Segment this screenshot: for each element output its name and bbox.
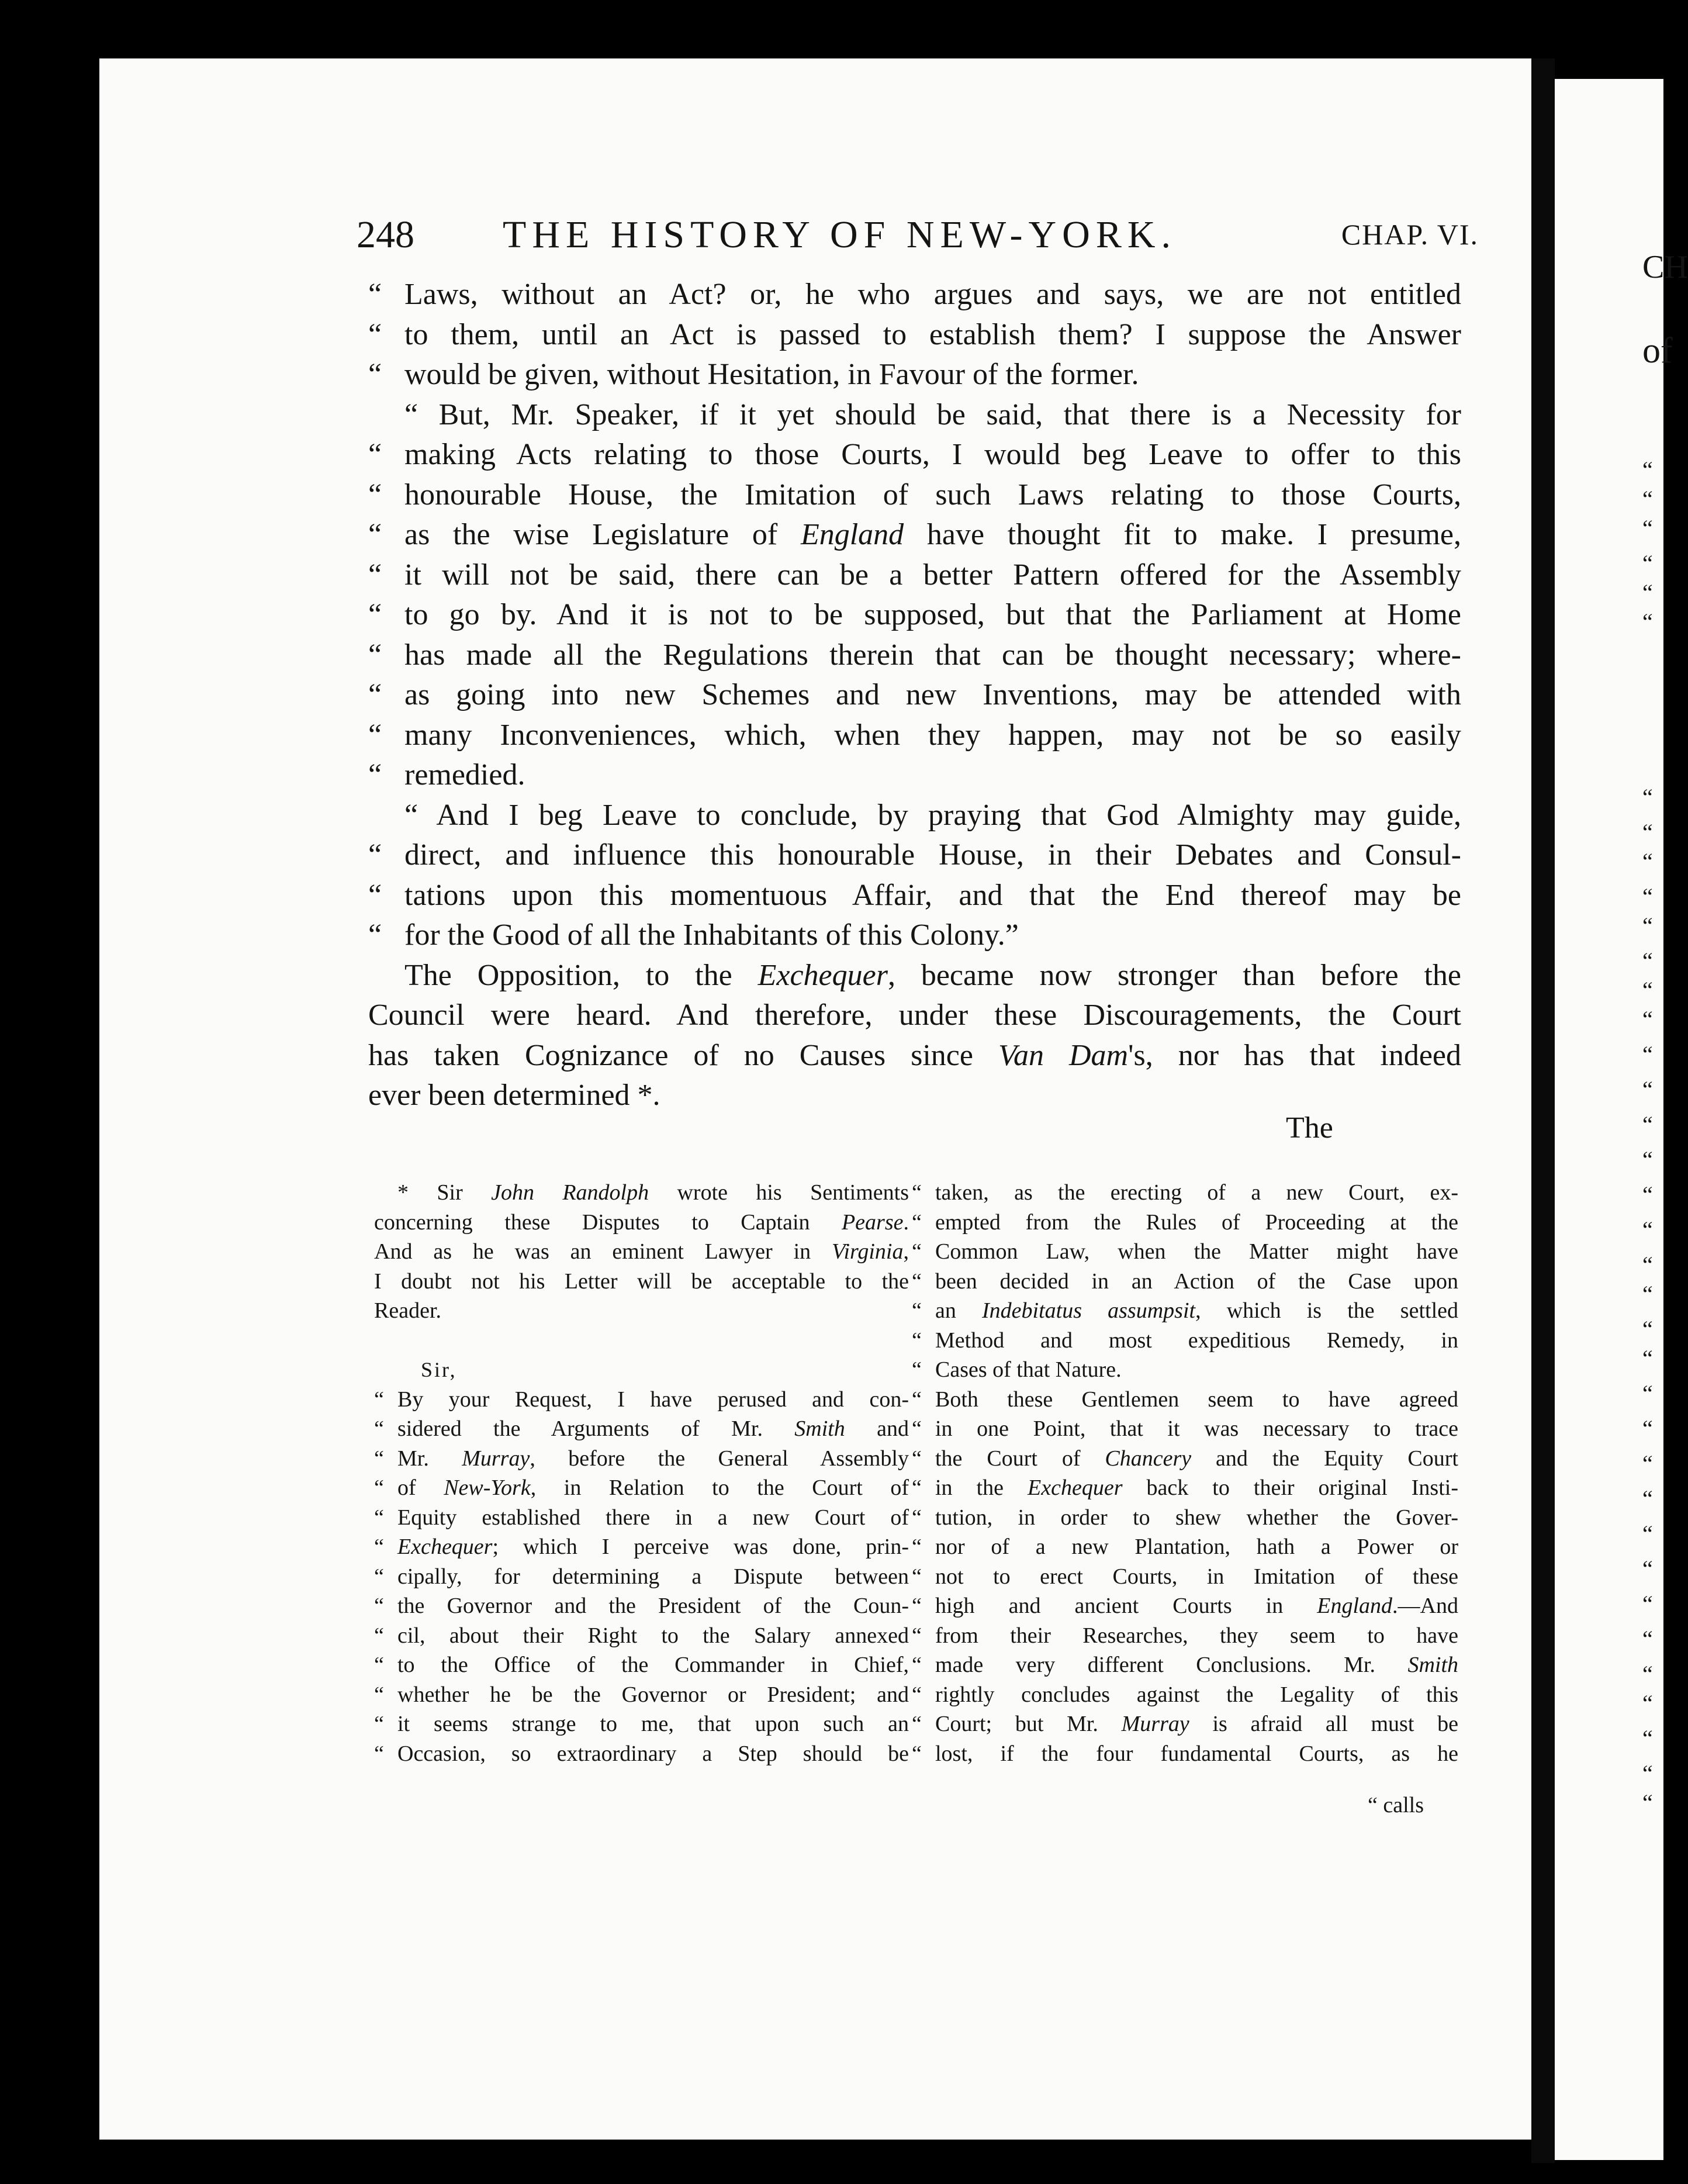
quote-mark: “ (374, 1535, 384, 1559)
line-text: * Sir John Randolph wrote his Sentiments (397, 1180, 909, 1205)
right-page-edge (1555, 79, 1688, 2160)
text-line (368, 275, 1461, 315)
quote-mark: “ (1642, 550, 1653, 576)
quote-mark: “ (374, 1594, 384, 1618)
text-line (368, 435, 1461, 475)
quote-mark: “ (912, 1682, 922, 1707)
quote-mark: “ (912, 1328, 922, 1353)
chapter-label: CHAP. VI. (1341, 218, 1479, 251)
line-text: concerning these Disputes to Captain Pearse. (374, 1210, 909, 1235)
text-line (374, 1503, 909, 1533)
quote-mark: “ (368, 438, 382, 471)
text-line (368, 996, 1461, 1036)
line-text: taken, as the erecting of a new Court, ex- (935, 1180, 1458, 1205)
text-line (368, 755, 1461, 796)
line-text: Reader. (374, 1298, 442, 1323)
quote-mark: “ (374, 1475, 384, 1500)
line-text: direct, and influence this honourable House, in their Debates and Consul- (404, 838, 1461, 872)
line-text: has taken Cognizance of no Causes since Van Dam's, nor has that indeed (368, 1038, 1461, 1072)
text-line (368, 1036, 1461, 1076)
quote-mark: “ (1642, 1520, 1653, 1547)
text-line (368, 915, 1461, 956)
quote-mark: “ (368, 518, 382, 551)
text-line (912, 1178, 1458, 1208)
quote-mark: “ (1642, 784, 1653, 810)
line-text: empted from the Rules of Proceeding at the (935, 1210, 1458, 1235)
quote-mark: “ (912, 1416, 922, 1441)
line-text: in the Exchequer back to their original Insti- (935, 1475, 1458, 1500)
line-text: an Indebitatus assumpsit, which is the settled (935, 1298, 1458, 1323)
quote-mark: “ (1642, 486, 1653, 512)
quote-mark: “ (368, 758, 382, 792)
quote-mark: “ (368, 598, 382, 631)
quote-mark: “ (912, 1269, 922, 1294)
text-line (912, 1267, 1458, 1297)
line-text: Both these Gentlemen seem to have agreed (935, 1387, 1458, 1412)
line-text: honourable House, the Imitation of such Laws relating to those Courts, (404, 478, 1461, 512)
text-line (374, 1739, 909, 1769)
quote-mark: “ (1642, 1556, 1653, 1582)
quote-mark: “ (912, 1741, 922, 1766)
line-text: of New-York, in Relation to the Court of (397, 1475, 909, 1500)
text-line (912, 1680, 1458, 1710)
text-line (374, 1267, 909, 1297)
text-line (368, 716, 1461, 756)
quote-mark: “ (374, 1564, 384, 1589)
quote-mark: “ (1642, 913, 1653, 939)
text-line (374, 1709, 909, 1739)
line-text: making Acts relating to those Courts, I would beg Leave to offer to this (404, 438, 1461, 471)
quote-mark: “ (368, 558, 382, 592)
text-line (368, 475, 1461, 516)
quote-mark: “ (1642, 819, 1653, 845)
text-line (374, 1444, 909, 1474)
line-text: Method and most expeditious Remedy, in (935, 1328, 1458, 1353)
quote-mark: “ (1642, 1146, 1653, 1173)
quote-mark: “ (912, 1623, 922, 1648)
line-text: the Court of Chancery and the Equity Court (935, 1446, 1458, 1471)
quote-mark: “ (368, 918, 382, 952)
text-line (368, 796, 1461, 836)
text-line (374, 1355, 909, 1385)
quote-mark: “ (912, 1653, 922, 1677)
quote-mark: “ (1642, 977, 1653, 1003)
line-text: the Governor and the President of the Coun- (397, 1594, 909, 1618)
line-text: whether he be the Governor or President; and (397, 1682, 909, 1707)
text-line (368, 555, 1461, 596)
line-text: in one Point, that it was necessary to trace (935, 1416, 1458, 1441)
text-line (368, 515, 1461, 555)
line-text: ever been determined *. (368, 1079, 660, 1112)
footnote-right-column (912, 1178, 1458, 1768)
line-text: rightly concludes against the Legality of this (935, 1682, 1458, 1707)
main-text (368, 275, 1461, 1116)
text-line (374, 1621, 909, 1651)
quote-mark: “ (1642, 1485, 1653, 1512)
text-line (912, 1444, 1458, 1474)
text-line (374, 1562, 909, 1592)
text-line (912, 1739, 1458, 1769)
line-text: high and ancient Courts in England.—And (935, 1594, 1458, 1618)
line-text: to the Office of the Commander in Chief, (397, 1653, 909, 1677)
quote-mark: “ (912, 1564, 922, 1589)
text-line (374, 1473, 909, 1503)
text-line (374, 1208, 909, 1238)
line-text: Exchequer; which I perceive was done, prin- (397, 1535, 909, 1559)
book-gutter (1531, 58, 1555, 2163)
footnote-left-column (374, 1178, 909, 1768)
quote-mark: “ (1642, 848, 1653, 875)
line-text: Cases of that Nature. (935, 1357, 1122, 1382)
quote-mark: “ (368, 358, 382, 391)
quote-mark: “ (1642, 948, 1653, 974)
line-text: Sir, (421, 1358, 457, 1381)
quote-mark: “ (1642, 515, 1653, 541)
quote-mark: “ (912, 1594, 922, 1618)
quote-mark: “ (1642, 1181, 1653, 1208)
quote-mark: “ (912, 1475, 922, 1500)
text-line (912, 1296, 1458, 1326)
text-line (368, 956, 1461, 996)
quote-mark: “ (374, 1505, 384, 1530)
text-line (368, 635, 1461, 676)
quote-mark: “ (1642, 457, 1653, 483)
text-line (374, 1650, 909, 1680)
line-text: Occasion, so extraordinary a Step should be (397, 1741, 909, 1766)
text-line (374, 1326, 909, 1356)
text-line (912, 1532, 1458, 1562)
quote-mark: “ (1642, 1450, 1653, 1477)
quote-mark: “ (912, 1180, 922, 1205)
text-line (374, 1237, 909, 1267)
text-line (368, 315, 1461, 355)
line-text: Laws, without an Act? or, he who argues and says, we are not entitled (404, 278, 1461, 311)
line-text: I doubt not his Letter will be acceptable to the (374, 1269, 909, 1294)
quote-mark: “ (368, 478, 382, 512)
line-text: it seems strange to me, that upon such an (397, 1712, 909, 1736)
quote-mark: “ (1642, 1760, 1653, 1786)
text-line (374, 1591, 909, 1621)
line-text: to go by. And it is not to be supposed, but that the Parliament at Home (404, 598, 1461, 631)
quote-mark: “ (374, 1623, 384, 1648)
text-line (912, 1503, 1458, 1533)
line-text: remedied. (404, 758, 525, 792)
text-line (912, 1237, 1458, 1267)
catchword: The (1286, 1111, 1333, 1145)
quote-mark: “ (912, 1357, 922, 1382)
line-text: been decided in an Action of the Case upon (935, 1269, 1458, 1294)
quote-mark: “ (1642, 1111, 1653, 1138)
line-text: as the wise Legislature of England have thought fit to make. I presume, (404, 518, 1462, 551)
quote-mark: “ (912, 1712, 922, 1736)
text-line (912, 1208, 1458, 1238)
quote-mark: “ (1642, 1591, 1653, 1617)
line-text: Mr. Murray, before the General Assembly (397, 1446, 909, 1471)
quote-mark: “ (368, 878, 382, 912)
right-page-fragment: of (1642, 331, 1673, 371)
text-line (912, 1650, 1458, 1680)
quote-mark: “ (374, 1682, 384, 1707)
right-page-fragment: CH (1642, 249, 1688, 285)
line-text: as going into new Schemes and new Inventions, may be attended with (404, 678, 1461, 711)
text-line (912, 1414, 1458, 1444)
quote-mark: “ (374, 1712, 384, 1736)
line-text: And as he was an eminent Lawyer in Virginia, (374, 1239, 909, 1264)
text-line (368, 395, 1461, 436)
quote-mark: “ (1642, 1316, 1653, 1342)
quote-mark: “ (1642, 1661, 1653, 1687)
line-text: nor of a new Plantation, hath a Power or (935, 1535, 1458, 1559)
text-line (374, 1296, 909, 1326)
quote-mark: “ (1642, 1415, 1653, 1442)
quote-mark: “ (912, 1210, 922, 1235)
quote-mark: “ (1642, 609, 1653, 635)
quote-mark: “ (374, 1446, 384, 1471)
quote-mark: “ (912, 1505, 922, 1530)
line-text: has made all the Regulations therein that can be thought necessary; where- (404, 638, 1461, 672)
quote-mark: “ (912, 1387, 922, 1412)
line-text: many Inconveniences, which, when they happen, may not be so easily (404, 718, 1461, 752)
quote-mark: “ (1642, 1217, 1653, 1243)
text-line (368, 835, 1461, 876)
line-text: for the Good of all the Inhabitants of this Colony.” (404, 918, 1019, 952)
page-number: 248 (357, 213, 414, 256)
text-line (912, 1591, 1458, 1621)
quote-mark: “ (912, 1239, 922, 1264)
quote-mark: “ (1642, 1725, 1653, 1751)
quote-mark: “ (1642, 579, 1653, 606)
text-line (374, 1414, 909, 1444)
line-text: Common Law, when the Matter might have (935, 1239, 1458, 1264)
line-text: tations upon this momentuous Affair, and that the End thereof may be (404, 878, 1461, 912)
quote-mark: “ (374, 1387, 384, 1412)
text-line (912, 1326, 1458, 1356)
text-line (368, 595, 1461, 635)
line-text: Equity established there in a new Court of (397, 1505, 909, 1530)
line-text: made very different Conclusions. Mr. Smith (935, 1653, 1458, 1677)
quote-mark: “ (1642, 1006, 1653, 1032)
quote-mark: “ (1642, 1281, 1653, 1307)
text-line (368, 355, 1461, 395)
quote-mark: “ (1642, 1789, 1653, 1816)
quote-mark: “ (374, 1653, 384, 1677)
line-text: to them, until an Act is passed to establish them? I suppose the Answer (404, 317, 1461, 351)
quote-mark: “ (368, 278, 382, 311)
line-text: lost, if the four fundamental Courts, as he (935, 1741, 1458, 1766)
text-line (374, 1532, 909, 1562)
line-text: Court; but Mr. Murray is afraid all must be (935, 1712, 1458, 1736)
quote-mark: “ (368, 638, 382, 672)
quote-mark: “ (368, 718, 382, 752)
quote-mark: “ (1642, 1076, 1653, 1103)
line-text: it will not be said, there can be a better Pattern offered for the Assembly (404, 558, 1461, 592)
quote-mark: “ (368, 838, 382, 872)
line-text: sidered the Arguments of Mr. Smith and (397, 1416, 909, 1441)
line-text: cipally, for determining a Dispute between (397, 1564, 909, 1589)
line-text: from their Researches, they seem to have (935, 1623, 1458, 1648)
running-title: THE HISTORY OF NEW-YORK. (503, 213, 1177, 256)
line-text: would be given, without Hesitation, in Favour of the former. (404, 358, 1139, 391)
line-text: “ But, Mr. Speaker, if it yet should be said, that there is a Necessity for (404, 398, 1461, 431)
text-line (374, 1385, 909, 1415)
line-text: cil, about their Right to the Salary annexed (397, 1623, 909, 1648)
quote-mark: “ (912, 1446, 922, 1471)
quote-mark: “ (368, 317, 382, 351)
page-header (357, 213, 1479, 265)
quote-mark: “ (1642, 1380, 1653, 1407)
text-line (912, 1385, 1458, 1415)
text-line (368, 1076, 1461, 1116)
quote-mark: “ (374, 1416, 384, 1441)
text-line (912, 1355, 1458, 1385)
text-line (374, 1178, 909, 1208)
quote-mark: “ (1642, 1626, 1653, 1652)
line-text: Council were heard. And therefore, under these Discouragements, the Court (368, 998, 1461, 1032)
line-text: not to erect Courts, in Imitation of these (935, 1564, 1458, 1589)
quote-mark: “ (1642, 883, 1653, 910)
quote-mark: “ (374, 1741, 384, 1766)
quote-mark: “ (1642, 1345, 1653, 1371)
line-text: tution, in order to shew whether the Gover- (935, 1505, 1458, 1530)
text-line (912, 1473, 1458, 1503)
quote-mark: “ (1642, 1041, 1653, 1067)
quote-mark: “ (1642, 1252, 1653, 1278)
line-text: “ And I beg Leave to conclude, by praying that God Almighty may guide, (404, 798, 1461, 832)
quote-mark: “ (912, 1535, 922, 1559)
text-line (912, 1621, 1458, 1651)
line-text: The Opposition, to the Exchequer, became now stronger than before the (404, 958, 1461, 992)
quote-mark: “ (1642, 1690, 1653, 1716)
text-line (912, 1709, 1458, 1739)
text-line (912, 1562, 1458, 1592)
text-line (368, 675, 1461, 716)
text-line (374, 1680, 909, 1710)
footnote-catchword: “ calls (1368, 1793, 1424, 1817)
quote-mark: “ (368, 678, 382, 711)
line-text: By your Request, I have perused and con- (397, 1387, 909, 1412)
quote-mark: “ (912, 1298, 922, 1323)
text-line (368, 876, 1461, 916)
